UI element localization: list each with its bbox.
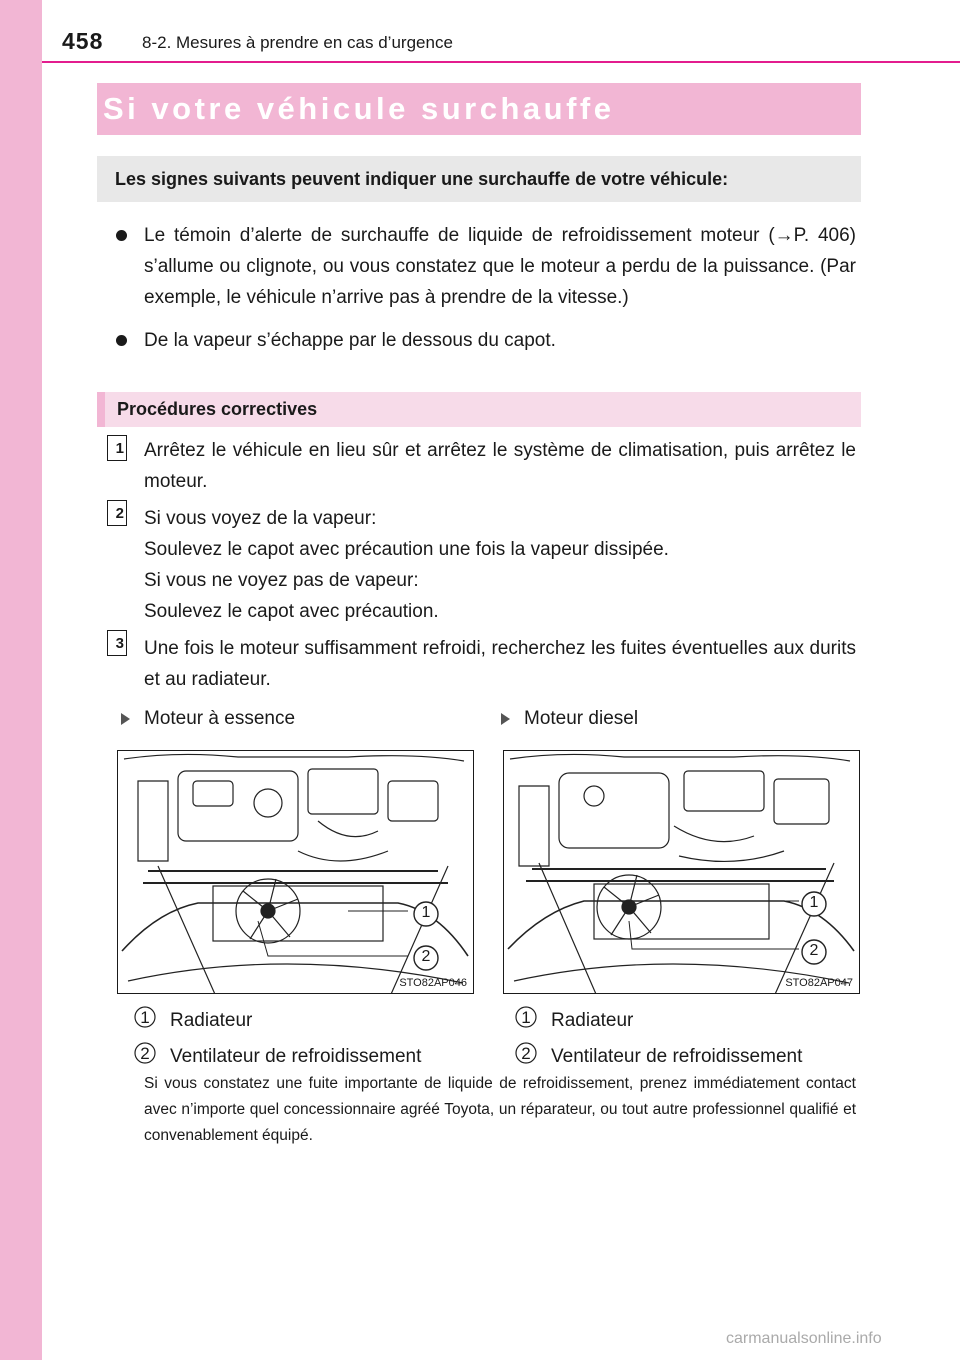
callout-number: 1 — [809, 894, 819, 911]
page-number: 458 — [62, 28, 104, 54]
legend-number: 2 — [140, 1044, 150, 1063]
figure-code: STO82AP046 — [399, 977, 467, 989]
step-text: Si vous ne voyez pas de vapeur: Soulevez le capot avec précaution. — [144, 570, 439, 622]
chapter-heading: 8-2. Mesures à prendre en cas d’urgence — [142, 33, 453, 52]
watermark[interactable]: carmanualsonline.info — [726, 1330, 882, 1347]
legend-text: Ventilateur de refroidissement — [551, 1046, 803, 1067]
legend-text: Radiateur — [170, 1010, 253, 1031]
bullet-icon — [116, 230, 127, 241]
figure-label-diesel: Moteur diesel — [524, 708, 639, 729]
page-title: Si votre véhicule surchauffe — [97, 83, 861, 135]
list-item — [114, 220, 856, 313]
header-rule — [42, 61, 960, 63]
step-number-badge: 1 — [107, 435, 127, 461]
list-item — [114, 325, 856, 356]
left-margin-band — [0, 0, 42, 1360]
engine-illustration-diesel — [503, 750, 860, 994]
legend-number-icon — [134, 1042, 160, 1068]
bullet-icon — [116, 335, 127, 346]
figure-code: STO82AP047 — [785, 977, 853, 989]
legend-text: Radiateur — [551, 1010, 634, 1031]
legend-number: 2 — [521, 1044, 531, 1063]
step-text: Arrêtez le véhicule en lieu sûr et arrêtez le système de climatisation, puis arrêtez le moteur. — [144, 440, 856, 492]
legend-number-icon — [515, 1006, 541, 1032]
legend-number: 1 — [521, 1008, 531, 1027]
callout-number: 2 — [421, 948, 431, 965]
legend-number-icon — [515, 1042, 541, 1068]
legend-number-icon — [134, 1006, 160, 1032]
arrow-right-icon — [121, 713, 130, 725]
warning-note: Si vous constatez une fuite importante de liquide de refroidissement, prenez immédiatement contact avec n’importe quel concessionnaire agréé Toyota, un réparateur, ou tout autre professionnel qualifié et convenablement équipé. — [144, 1075, 856, 1144]
arrow-right-icon — [501, 713, 510, 725]
legend-text: Ventilateur de refroidissement — [170, 1046, 422, 1067]
step-text: Si vous voyez de la vapeur: Soulevez le capot avec précaution une fois la vapeur dissipée. — [144, 508, 669, 560]
callout-number: 2 — [809, 942, 819, 959]
engine-illustration-petrol — [117, 750, 474, 994]
step-text: Une fois le moteur suffisamment refroidi, recherchez les fuites éventuelles aux durits et au radiateur. — [144, 638, 856, 690]
figure-label-petrol: Moteur à essence — [144, 708, 296, 729]
list-item-text: Le témoin d’alerte de surchauffe de liquide de refroidissement moteur (→P. 406) s’allume ou clignote, ou vous constatez que le moteur a perdu de la puissance. (Par exemple, le véhicule n’arrive pas à prendre de la vitesse.) — [144, 225, 856, 308]
step-number-badge: 3 — [107, 630, 127, 656]
list-item-text: De la vapeur s’échappe par le dessous du capot. — [144, 330, 556, 351]
intro-box: Les signes suivants peuvent indiquer une surchauffe de votre véhicule: — [97, 156, 861, 202]
section-heading: Procédures correctives — [97, 392, 861, 427]
step-number-badge: 2 — [107, 500, 127, 526]
legend-number: 1 — [140, 1008, 150, 1027]
symptom-list — [114, 220, 856, 368]
callout-number: 1 — [421, 904, 431, 921]
